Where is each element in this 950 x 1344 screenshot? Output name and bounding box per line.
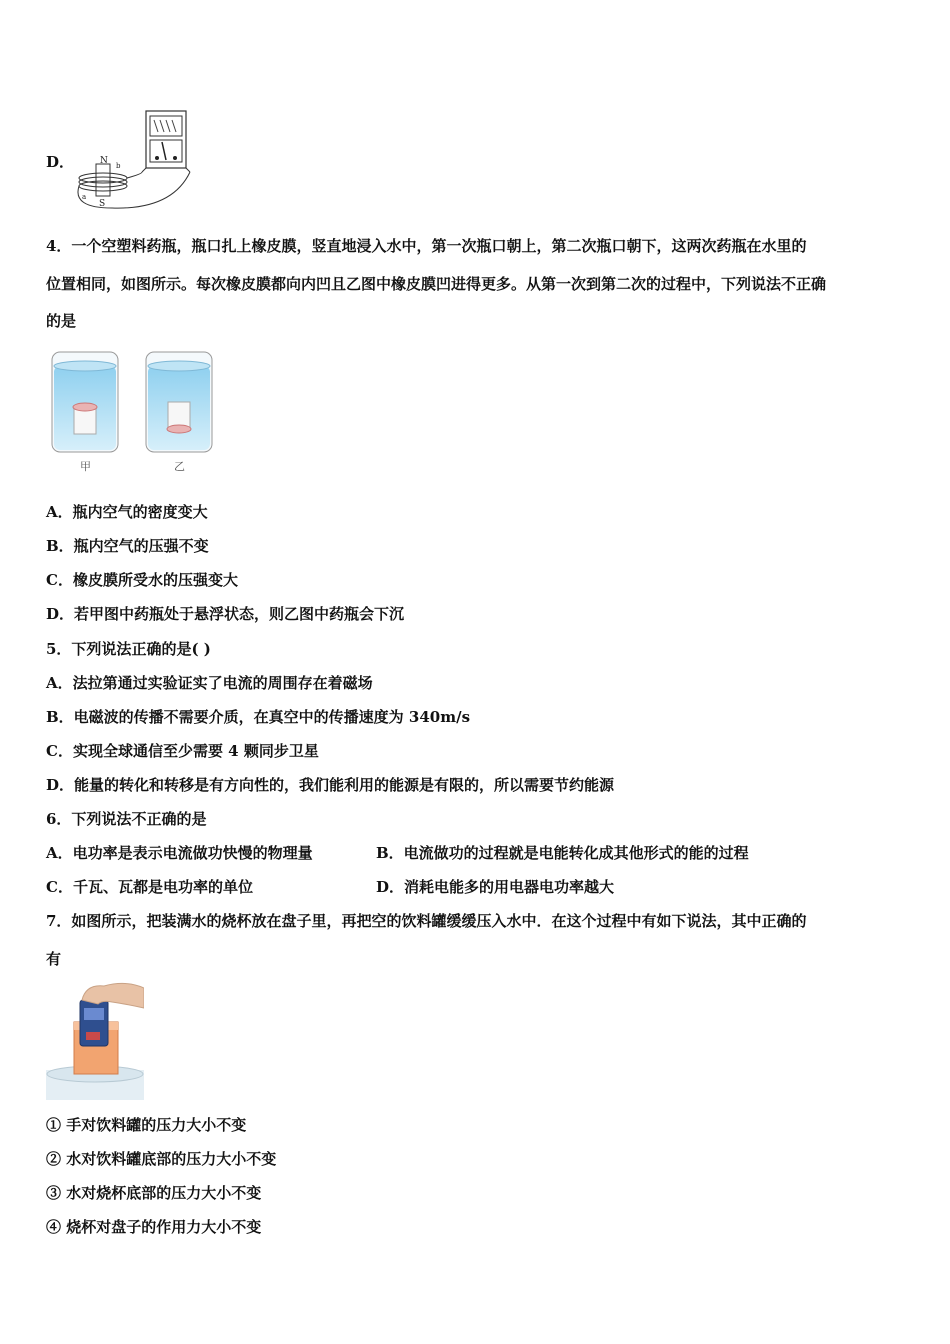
q7-stem-line1: 7．如图所示，把装满水的烧杯放在盘子里，再把空的饮料罐缓缓压入水中．在这个过程中有如下说法，其中正确的: [46, 912, 807, 930]
q4-stem-line2: 位置相同，如图所示。每次橡皮膜都向内凹且乙图中橡皮膜凹进得更多。从第一次到第二次的过程中，下列说法不正确: [46, 275, 827, 293]
q6-option-d: D．消耗电能多的用电器电功率越大: [376, 878, 615, 896]
q5-option-b: B．电磁波的传播不需要介质，在真空中的传播速度为 340m/s: [46, 708, 471, 726]
q4-stem-line3: 的是: [46, 312, 77, 330]
q5-option-c: C．实现全球通信至少需要 4 颗同步卫星: [46, 742, 319, 760]
q6-option-a: A．电功率是表示电流做功快慢的物理量: [46, 844, 313, 862]
q7-stem-line2: 有: [46, 950, 62, 968]
q5-option-d: D．能量的转化和转移是有方向性的，我们能利用的能源是有限的，所以需要节约能源: [46, 776, 615, 794]
q7-statement-1: ① 手对饮料罐的压力大小不变: [46, 1116, 247, 1134]
q4-option-a: A．瓶内空气的密度变大: [46, 503, 208, 521]
q3-option-d-label: D．: [46, 153, 75, 171]
q4-option-d: D．若甲图中药瓶处于悬浮状态，则乙图中药瓶会下沉: [46, 605, 405, 623]
q6-option-c: C．千瓦、瓦都是电功率的单位: [46, 878, 253, 896]
caption-jia: 甲: [80, 460, 91, 473]
label-a: a: [82, 193, 87, 201]
pole-n-label: N: [100, 156, 108, 166]
label-b: b: [116, 162, 121, 170]
q5-stem: 5．下列说法正确的是( ): [46, 640, 211, 658]
q4-option-b: B．瓶内空气的压强不变: [46, 537, 209, 555]
bottle-in-water-figure: [46, 344, 226, 478]
galvanometer-magnet-figure: [72, 108, 202, 213]
q7-statement-3: ③ 水对烧杯底部的压力大小不变: [46, 1184, 262, 1202]
q4-stem-line1: 4．一个空塑料药瓶，瓶口扎上橡皮膜，竖直地浸入水中，第一次瓶口朝上，第二次瓶口朝下，这两次药瓶在水里的: [46, 237, 807, 255]
pole-s-label: S: [99, 199, 106, 209]
can-pressed-into-beaker-photo: [46, 978, 144, 1100]
q5-option-a: A．法拉第通过实验证实了电流的周围存在着磁场: [46, 674, 373, 692]
q7-statement-2: ② 水对饮料罐底部的压力大小不变: [46, 1150, 277, 1168]
q7-statement-4: ④ 烧杯对盘子的作用力大小不变: [46, 1218, 262, 1236]
q4-option-c: C．橡皮膜所受水的压强变大: [46, 571, 238, 589]
q6-option-b: B．电流做功的过程就是电能转化成其他形式的能的过程: [376, 844, 749, 862]
caption-yi: 乙: [174, 460, 185, 473]
q6-stem: 6．下列说法不正确的是: [46, 810, 207, 828]
